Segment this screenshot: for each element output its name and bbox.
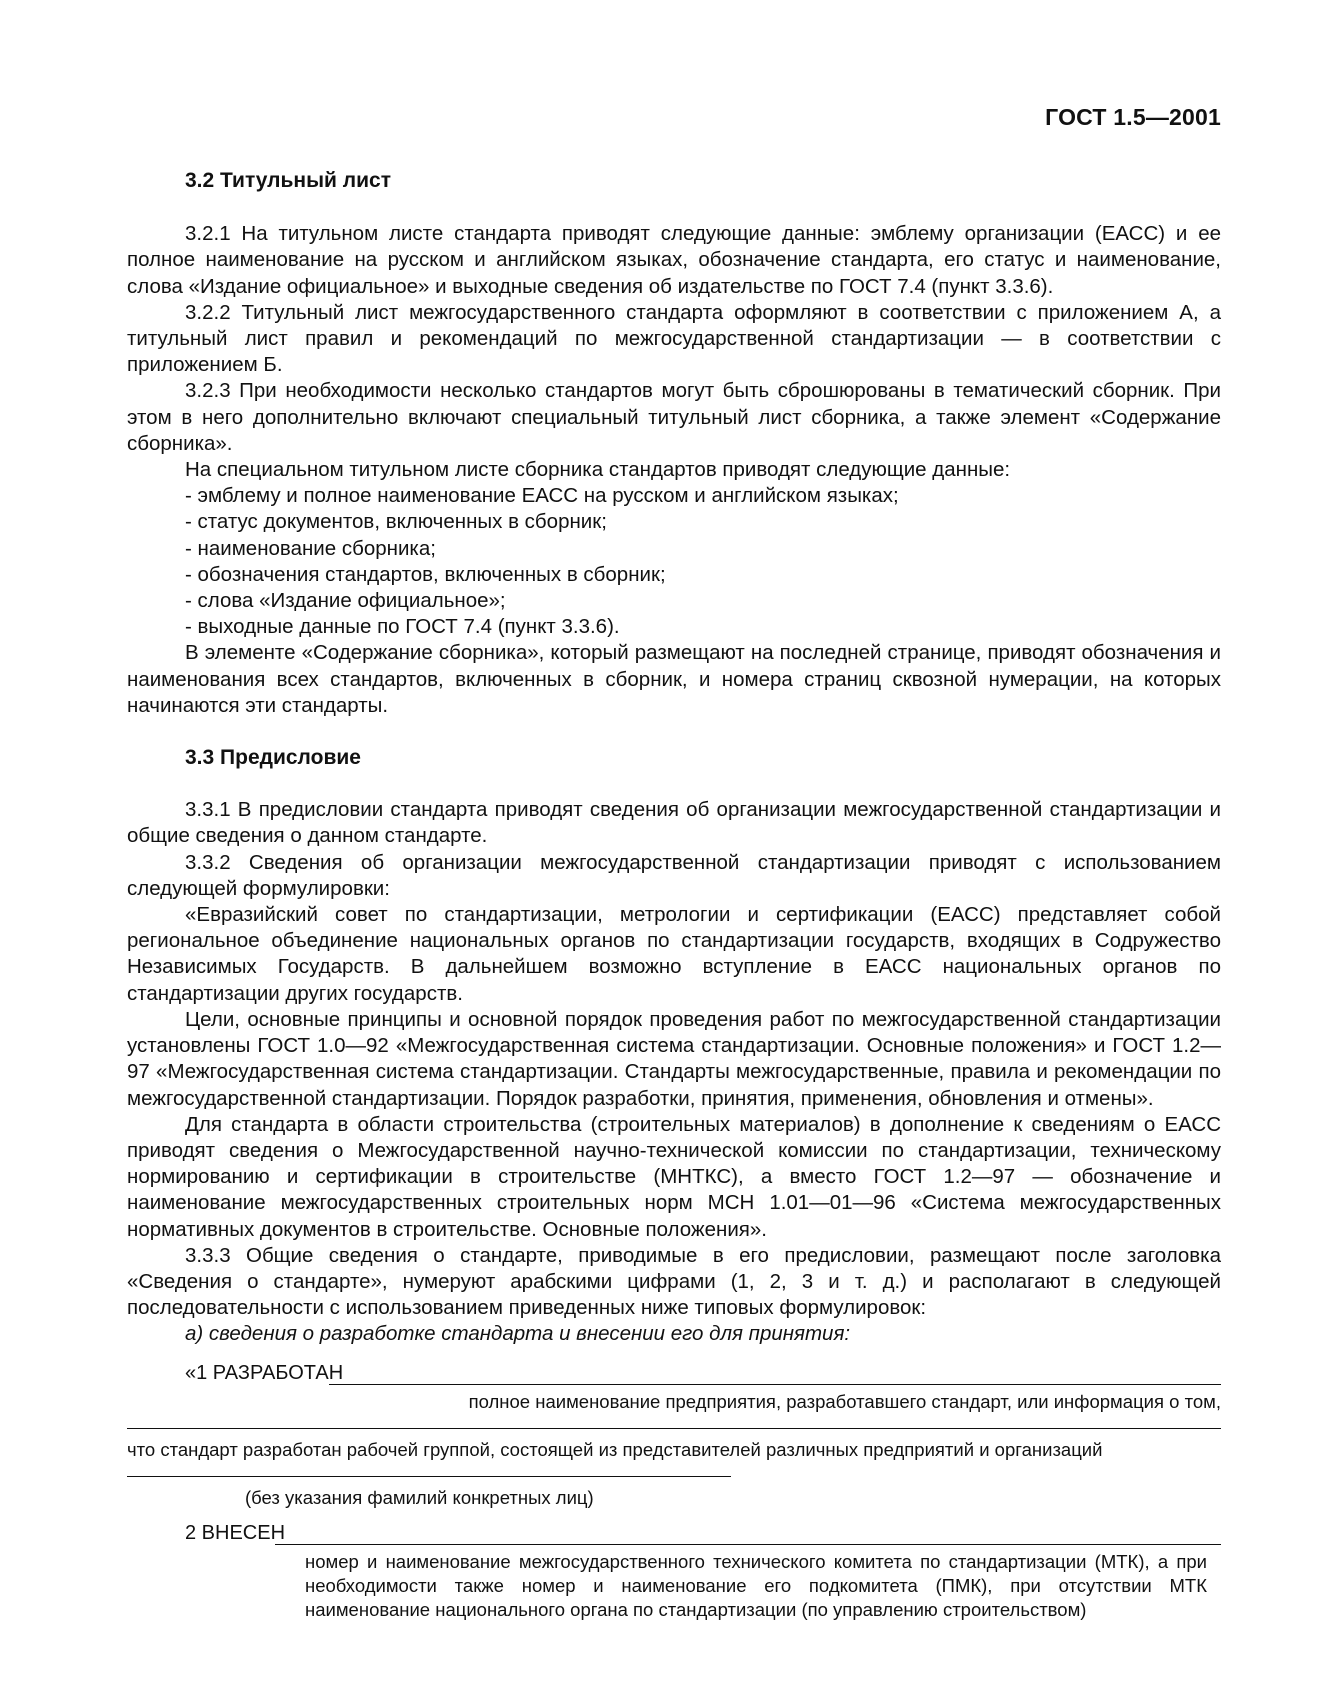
form-label-submitted: 2 ВНЕСЕН [185, 1521, 286, 1544]
list-item: - наименование сборника; [185, 536, 436, 560]
form-line [127, 1428, 1221, 1429]
form-note: полное наименование предприятия, разработавшего стандарт, или информация о том, [468, 1390, 1221, 1412]
paragraph-3-3-1: 3.3.1 В предисловии стандарта приводят сведения об организации межгосударственной стандартизации и общие сведения о данном стандарте. [127, 798, 1221, 848]
list-item: - статус документов, включенных в сборник; [185, 510, 607, 534]
paragraph-construction: Для стандарта в области строительства (строительных материалов) в дополнение к сведениям о ЕАСС приводят сведения о Межгосударственной научно-технической комиссии по стандартизации, техническому нормированию и сертификации в строительстве (МНТКС), а вместо ГОСТ 1.2—97 — обозначение и наименование межгосударственных строительных норм МСН 1.01—01—96 «Система межгосударственных нормативных документов в строительстве. Основные положения». [127, 1112, 1221, 1241]
paragraph-eass-quote: «Евразийский совет по стандартизации, метрологии и сертификации (ЕАСС) представляет собой региональное объединение национальных органов по стандартизации государств, входящих в Содружество Независимых Государств. В дальнейшем возможно вступление в ЕАСС национальных органов по стандартизации других государств. [127, 903, 1221, 1005]
form-line [329, 1384, 1221, 1385]
document-number: ГОСТ 1.5—2001 [1045, 104, 1221, 130]
paragraph-title-page-data: На специальном титульном листе сборника стандартов приводят следующие данные: [185, 458, 1011, 482]
paragraph-goals: Цели, основные принципы и основной порядок проведения работ по межгосударственной стандартизации установлены ГОСТ 1.0—92 «Межгосударственная система стандартизации. Основные положения» и ГОСТ 1.2—97 «Межгосударственная система стандартизации. Стандарты межгосударственные, правила и рекомендации по межгосударственной стандартизации. Порядок разработки, принятия, применения, обновления и отмены». [127, 1007, 1221, 1110]
paragraph-3-2-2: 3.2.2 Титульный лист межгосударственного стандарта оформляют в соответствии с приложением А, а титульный лист правил и рекомендаций по межгосударственной стандартизации — в соответствии с приложением Б. [127, 300, 1221, 377]
section-3-3-title: 3.3 Предисловие [185, 746, 361, 770]
document-body [127, 168, 1221, 1622]
list-item: - обозначения стандартов, включенных в сборник; [185, 562, 666, 586]
paragraph-3-3-2: 3.3.2 Сведения об организации межгосударственной стандартизации приводят с использованием следующей формулировки: [127, 850, 1221, 900]
form-note: (без указания фамилий конкретных лиц) [245, 1486, 594, 1508]
form-note: что стандарт разработан рабочей группой, состоящей из представителей различных предприятий и организаций [127, 1438, 1103, 1460]
paragraph-contents-element: В элементе «Содержание сборника», который размещают на последней странице, приводят обозначения и наименования всех стандартов, включенных в сборник, и номера страниц сквозной нумерации, на которых начинаются эти стандарты. [127, 641, 1221, 717]
section-3-2-title: 3.2 Титульный лист [185, 169, 392, 192]
paragraph-3-2-1: 3.2.1 На титульном листе стандарта приводят следующие данные: эмблему организации (ЕАСС) и ее полное наименование на русском и английском языках, обозначение стандарта, его статус и наименование, слова «Издание официальное» и выходные сведения об издательстве по ГОСТ 7.4 (пункт 3.3.6). [127, 222, 1221, 298]
form-label-developed: «1 РАЗРАБОТАН [185, 1361, 344, 1384]
list-item: - выходные данные по ГОСТ 7.4 (пункт 3.3.6). [185, 615, 620, 639]
list-item: - слова «Издание официальное»; [185, 589, 506, 613]
form-line [127, 1476, 731, 1477]
paragraph-3-2-3: 3.2.3 При необходимости несколько стандартов могут быть сброшюрованы в тематический сборник. При этом в него дополнительно включают специальный титульный лист сборника, а также элемент «Содержание сборника». [127, 379, 1221, 455]
list-item: - эмблему и полное наименование ЕАСС на русском и английском языках; [185, 484, 899, 508]
form-line [275, 1544, 1221, 1545]
paragraph-3-3-3: 3.3.3 Общие сведения о стандарте, приводимые в его предисловии, размещают после заголовка «Сведения о стандарте», нумеруют арабскими цифрами (1, 2, 3 и т. д.) и располагают в следующей последовательности с использованием приведенных ниже типовых формулировок: [127, 1243, 1221, 1320]
paragraph-item-a: а) сведения о разработке стандарта и внесении его для принятия: [185, 1322, 851, 1346]
form-note: номер и наименование межгосударственного технического комитета по стандартизации (МТК), а при необходимости также номер и наименование его подкомитета (ПМК), при отсутствии МТК наименование национального органа по стандартизации (по управлению строительством) [305, 1550, 1207, 1620]
preface-form [127, 1356, 1221, 1622]
